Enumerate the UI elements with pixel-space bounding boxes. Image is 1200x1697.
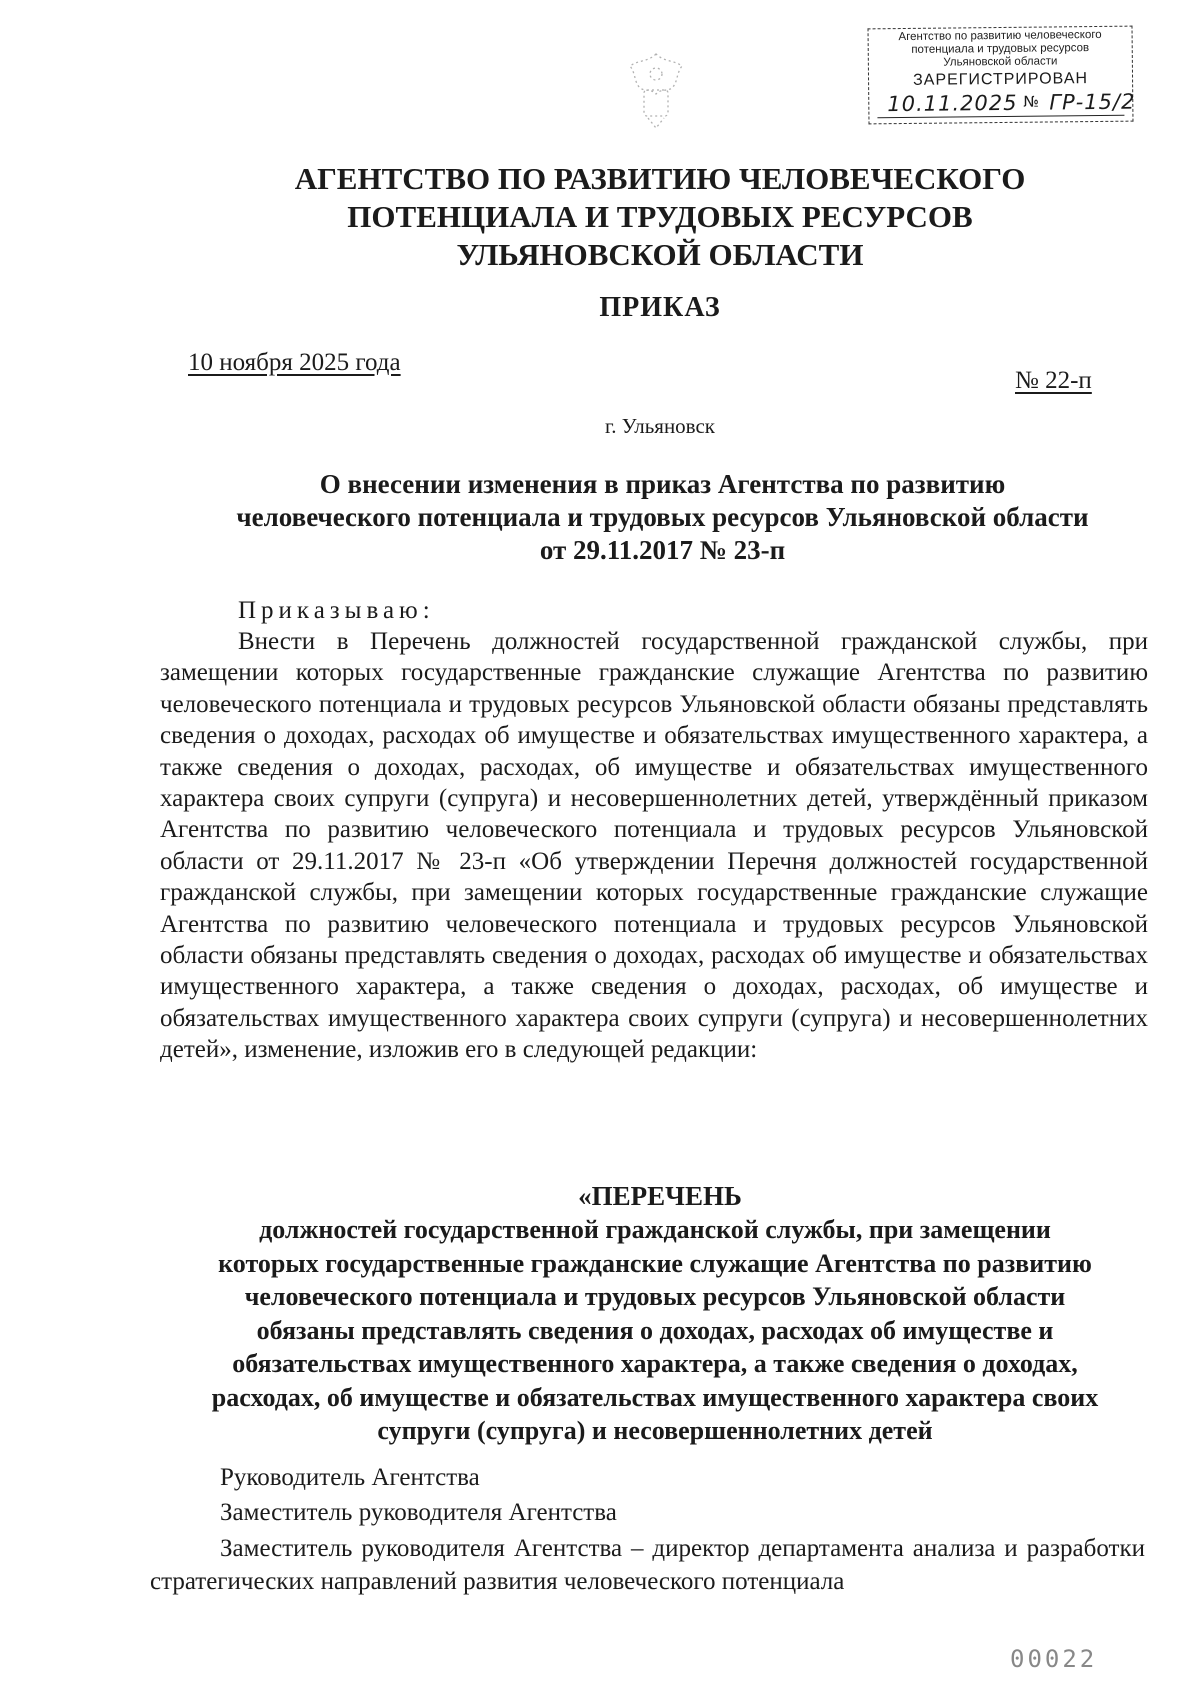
order-paragraph: Внести в Перечень должностей государственной гражданской службы, при замещении которых государственные гражданские служащие Агентства по развитию человеческого потенциала и трудовых ресурсов Ульяновской области обязаны представлять сведения о доходах, расходах об имуществе и обязательствах имущественного характера, а также сведения о доходах, расходах, об имуществе и обязательствах имущественного характера своих супруги (супруга) и несовершеннолетних детей, утверждённый приказом Агентства по развитию человеческого потенциала и трудовых ресурсов Ульяновской области от 29.11.2017 № 23-п «Об утверждении Перечня должностей государственной гражданской службы, при замещении которых государственные гражданские служащие Агентства по развитию человеческого потенциала и трудовых ресурсов Ульяновской области обязаны представлять сведения о доходах, расходах об имуществе и обязательствах имущественного характера, а также сведения о доходах, расходах, об имуществе и обязательствах имущественного характера своих супруги (супруга) и несовершеннолетних детей», изменение, изложив его в следующей редакции: xyxy=(160,628,1148,1064)
list-title-line-1: должностей государственной гражданской службы, при замещении xyxy=(259,1215,1051,1244)
subject-line-3: от 29.11.2017 № 23-п xyxy=(539,535,786,565)
order-date: 10 ноября 2025 года xyxy=(188,349,401,376)
list-title-line-3: человеческого потенциала и трудовых ресурсов Ульяновской области xyxy=(244,1282,1066,1311)
subject-line-1: О внесении изменения в приказ Агентства по развитию xyxy=(319,469,1006,499)
decree-word: Приказываю: xyxy=(238,597,435,624)
coat-of-arms-icon xyxy=(618,48,694,132)
list-heading: «ПЕРЕЧЕНЬ xyxy=(578,1181,742,1211)
organization-name xyxy=(200,160,1120,274)
document-type: ПРИКАЗ xyxy=(599,292,721,323)
stamp-registration-line xyxy=(877,89,1136,119)
org-line-2: ПОТЕНЦИАЛА И ТРУДОВЫХ РЕСУРСОВ xyxy=(347,199,973,234)
stamp-org-line3: Ульяновской области xyxy=(943,55,1058,69)
org-line-3: УЛЬЯНОВСКОЙ ОБЛАСТИ xyxy=(456,237,864,272)
org-line-1: АГЕНТСТВО ПО РАЗВИТИЮ ЧЕЛОВЕЧЕСКОГО xyxy=(294,161,1026,196)
stamp-handwritten-date: 10.11.2025 xyxy=(887,90,1018,117)
list-title-line-2: которых государственные гражданские служащие Агентства по развитию xyxy=(218,1248,1092,1278)
order-city: г. Ульяновск xyxy=(604,414,715,438)
position-item: Заместитель руководителя Агентства – директор департамента анализа и разработки стратегических направлений развития человеческого потенциала xyxy=(150,1535,1145,1595)
list-title-line-5: обязательствах имущественного характера, а также сведения о доходах, xyxy=(232,1349,1078,1378)
subject-line-2: человеческого потенциала и трудовых ресурсов Ульяновской области xyxy=(236,502,1089,532)
stamp-number-sign: № xyxy=(1023,92,1039,111)
page-number: 00022 xyxy=(1010,1645,1098,1673)
position-item: Заместитель руководителя Агентства xyxy=(220,1499,617,1526)
stamp-org-line2: потенциала и трудовых ресурсов xyxy=(911,42,1090,56)
stamp-status: ЗАРЕГИСТРИРОВАН xyxy=(912,70,1089,89)
list-title-line-6: расходах, об имуществе и обязательствах имущественного характера своих xyxy=(211,1382,1099,1412)
order-number: № 22-п xyxy=(1015,367,1092,394)
registration-stamp xyxy=(868,26,1134,125)
list-title xyxy=(155,1213,1155,1448)
stamp-org-line1: Агентство по развитию человеческого xyxy=(898,28,1102,44)
list-title-line-4: обязаны представлять сведения о доходах, расходах об имуществе и xyxy=(256,1315,1054,1345)
list-title-line-7: супруги (супруга) и несовершеннолетних детей xyxy=(377,1416,933,1445)
stamp-handwritten-number: ГР-15/2 xyxy=(1049,89,1136,115)
position-item: Руководитель Агентства xyxy=(220,1464,480,1491)
order-subject xyxy=(205,468,1120,567)
